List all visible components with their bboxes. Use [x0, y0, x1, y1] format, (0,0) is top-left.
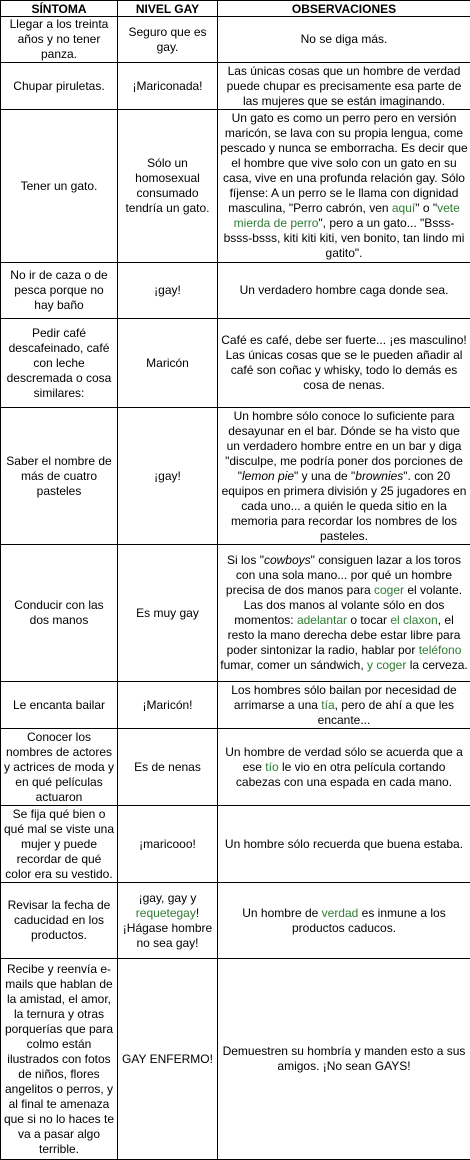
nivel-cell: GAY ENFERMO!	[118, 959, 218, 1160]
nivel-link[interactable]: requetegay	[136, 906, 196, 920]
obs-link[interactable]: y coger	[367, 658, 406, 672]
nivel-cell: ¡gay!	[118, 263, 218, 319]
sintoma-cell	[1, 63, 118, 110]
obs-text: Si los "	[227, 553, 264, 567]
nivel-cell: ¡Mariconada!	[118, 63, 218, 110]
obs-link[interactable]: el claxon	[390, 613, 437, 627]
sintoma-cell: Conocer los nombres de actores y actrices de moda y en qué películas actuaron	[1, 729, 118, 806]
table-row	[1, 110, 470, 263]
observacion-cell: Un verdadero hombre caga donde sea.	[218, 263, 470, 319]
obs-text: o tocar	[347, 613, 390, 627]
sintoma-text: Chupar piruletas.	[13, 79, 104, 93]
table-row	[1, 63, 470, 110]
obs-italic: cowboys	[264, 553, 311, 567]
obs-text: le vio en otra película cortando cabezas con una espada en cada mano.	[236, 760, 452, 789]
nivel-cell: Es muy gay	[118, 545, 218, 682]
obs-text: Un hombre de verdad sólo se acuerda que a ese	[225, 745, 463, 774]
table-row	[1, 263, 470, 319]
observacion-cell	[218, 883, 470, 959]
obs-text: la cerveza.	[406, 658, 467, 672]
obs-text: ". con 20 equipos en primera división y 25 jugadores en cada uno... a quién le queda sitio en la memoria para recordar los nombres de los pasteles.	[222, 469, 467, 543]
table-row	[1, 729, 470, 806]
header-observaciones: OBSERVACIONES	[218, 1, 470, 17]
obs-text: " o "	[415, 201, 437, 215]
nivel-text: ¡gay, gay y	[139, 891, 197, 905]
nivel-cell	[118, 883, 218, 959]
table-row	[1, 545, 470, 682]
obs-text: , pero de ahí a que les encante...	[318, 698, 454, 727]
obs-text: Un hombre de	[242, 906, 321, 920]
nivel-cell: Seguro que es gay.	[118, 17, 218, 63]
nivel-cell: ¡gay!	[118, 408, 218, 545]
obs-italic: lemon pie	[242, 469, 294, 483]
observacion-cell	[218, 408, 470, 545]
observacion-cell	[218, 682, 470, 729]
observacion-cell: Las únicas cosas que un hombre de verdad puede chupar es precisamente esa parte de las mujeres que se están imaginando.	[218, 63, 470, 110]
nivel-cell: ¡Maricón!	[118, 682, 218, 729]
header-nivel-gay: NIVEL GAY	[118, 1, 218, 17]
obs-text: es inmune a los productos caducos.	[292, 906, 446, 935]
obs-text: " y una de "	[294, 469, 355, 483]
observacion-cell	[218, 110, 470, 263]
obs-text: ", pero a un gato... "Bsss-bsss-bsss, kiti kiti kiti, ven bonito, tan lindo mi gatito".	[224, 216, 465, 260]
obs-link[interactable]: teléfono	[419, 643, 462, 657]
sintoma-cell: Saber el nombre de más de cuatro pasteles	[1, 408, 118, 545]
obs-link[interactable]: aquí	[392, 201, 415, 215]
obs-text: Un hombre sólo conoce lo suficiente para desayunar en el bar. Dónde se ha visto que un verdadero hombre entre en un bar y diga "disculpe, me podría poner dos porciones de "	[225, 409, 463, 483]
observacion-cell: Demuestren su hombría y manden esto a sus amigos. ¡No sean GAYS!	[218, 959, 470, 1160]
obs-link[interactable]: verdad	[322, 906, 359, 920]
obs-italic: brownies	[355, 469, 403, 483]
sintoma-cell: Conducir con las dos manos	[1, 545, 118, 682]
obs-link[interactable]: tío	[265, 760, 278, 774]
obs-text: fumar, comer un sándwich,	[220, 658, 367, 672]
observacion-cell: Un hombre sólo recuerda que buena estaba.	[218, 806, 470, 883]
nivel-cell: Sólo un homosexual consumado tendría un gato.	[118, 110, 218, 263]
table-row	[1, 319, 470, 408]
obs-link[interactable]: coger	[374, 583, 404, 597]
obs-text: Un gato es como un perro pero en versión maricón, se lava con su propia lengua, come pescado y nunca se emborracha. Es decir que el hombre que vive solo con un gato en su casa, vive en una profunda relación gay. Sólo fíjense: A un perro se le llama con dignidad masculina, "Perro cabrón, ven	[220, 111, 467, 215]
observacion-cell: Café es café, debe ser fuerte... ¡es masculino! Las únicas cosas que se le pueden añadir al café son coñac y whisky, todo lo demás es cosa de nenas.	[218, 319, 470, 408]
table-row	[1, 883, 470, 959]
observacion-cell	[218, 545, 470, 682]
sintoma-cell: Pedir café descafeinado, café con leche descremada o cosa similares:	[1, 319, 118, 408]
sintoma-cell: Se fija qué bien o qué mal se viste una mujer y puede recordar de qué color era su vestido.	[1, 806, 118, 883]
sintoma-cell: No ir de caza o de pesca porque no hay baño	[1, 263, 118, 319]
observacion-cell: No se diga más.	[218, 17, 470, 63]
observacion-cell	[218, 729, 470, 806]
obs-link[interactable]: vete mierda de perro	[234, 201, 460, 230]
obs-link[interactable]: adelantar	[297, 613, 347, 627]
obs-text: el volante. Las dos manos al volante sólo en dos momentos:	[234, 583, 462, 627]
nivel-text: ! ¡Hágase hombre no sea gay!	[123, 906, 212, 950]
nivel-cell: Maricón	[118, 319, 218, 408]
sintoma-cell: Recibe y reenvía e-mails que hablan de la amistad, el amor, la ternura y otras porquerías que para colmo están ilustrados con fotos de niños, flores angelitos o perros, y al final te amenaza que si no lo haces te va a pasar algo terrible.	[1, 959, 118, 1160]
obs-text: , el resto la mano derecha debe estar libre para poder sintonizar la radio, hablar por	[227, 613, 461, 657]
sintoma-cell: Llegar a los treinta años y no tener panza.	[1, 17, 118, 63]
sintoma-cell: Tener un gato.	[1, 110, 118, 263]
table-row	[1, 806, 470, 883]
sintoma-cell: Revisar la fecha de caducidad en los productos.	[1, 883, 118, 959]
nivel-cell: Es de nenas	[118, 729, 218, 806]
header-row	[1, 1, 470, 17]
header-sintoma: SÍNTOMA	[1, 1, 118, 17]
obs-text: Los hombres sólo bailan por necesidad de arrimarse a una	[231, 683, 456, 712]
sintoma-cell: Le encanta bailar	[1, 682, 118, 729]
nivel-cell: ¡maricooo!	[118, 806, 218, 883]
table-row	[1, 959, 470, 1160]
table-row	[1, 17, 470, 63]
table-row	[1, 682, 470, 729]
obs-text: " consiguen lazar a los toros con una sola mano... por qué un hombre precisa de dos manos para	[226, 553, 461, 597]
obs-link[interactable]: tía	[321, 698, 334, 712]
table-row	[1, 408, 470, 545]
